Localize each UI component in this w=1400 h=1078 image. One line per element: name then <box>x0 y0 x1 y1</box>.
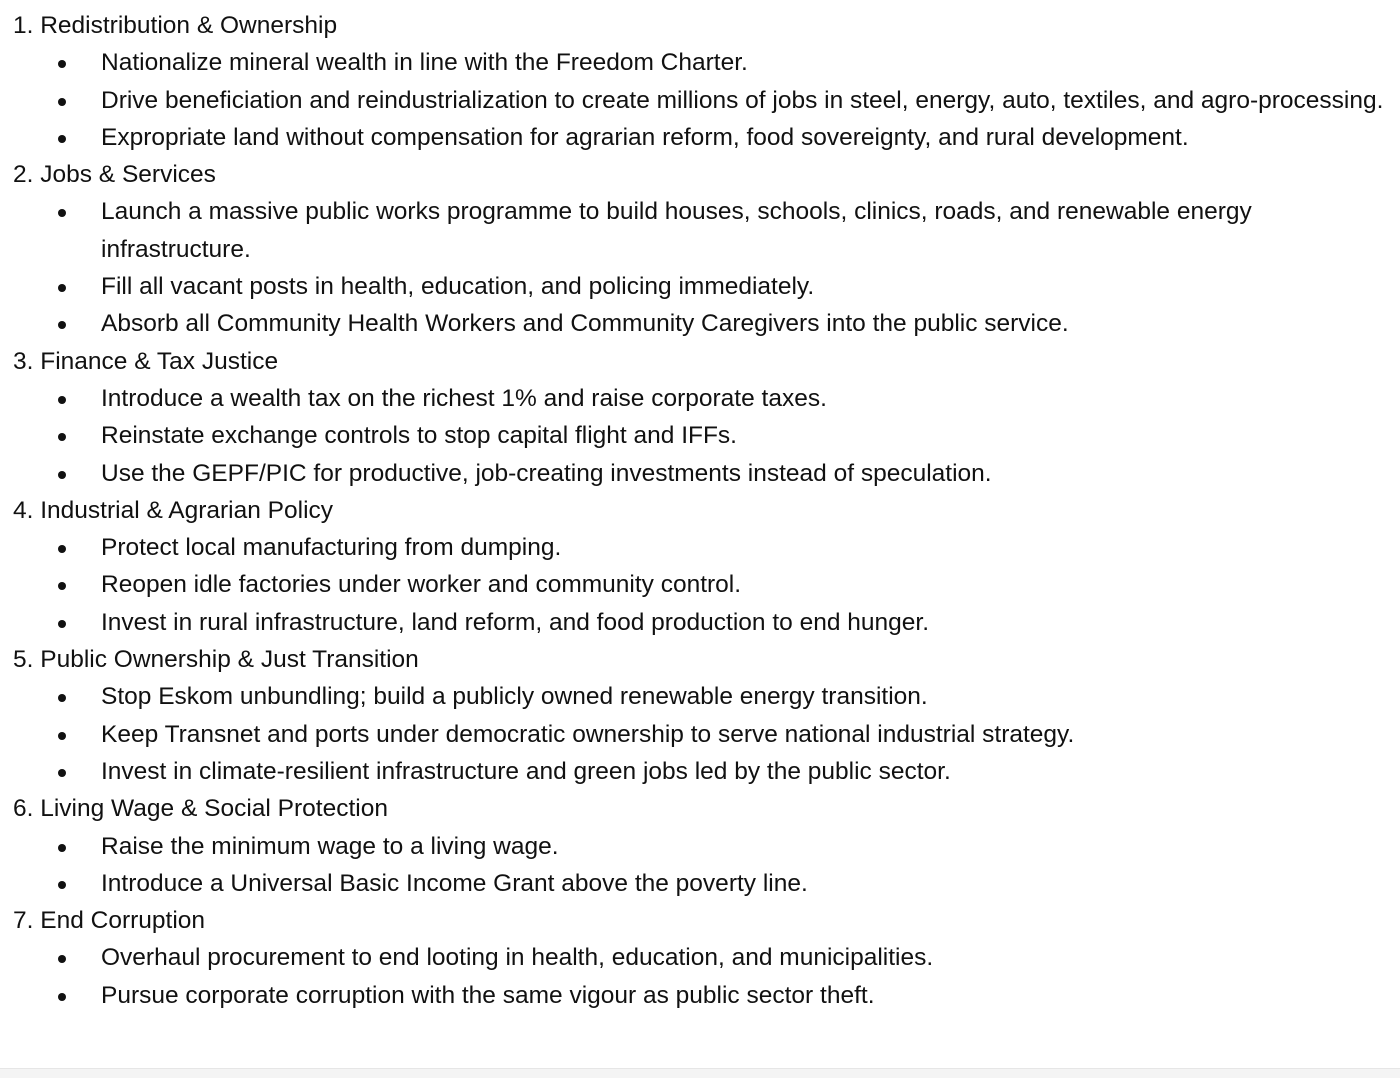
list-item <box>13 119 1393 156</box>
list-item-text: Introduce a Universal Basic Income Grant above the poverty line. <box>101 869 808 897</box>
bullet-icon <box>58 98 66 106</box>
bullet-icon <box>58 582 66 590</box>
bullet-icon <box>58 620 66 628</box>
bullet-icon <box>58 135 66 143</box>
list-item-text: Protect local manufacturing from dumping. <box>101 534 562 562</box>
bullet-icon <box>58 396 66 404</box>
list-item-text: Expropriate land without compensation for agrarian reform, food sovereignty, and rural development. <box>101 123 1189 151</box>
list-item <box>13 529 1393 566</box>
list-item-text: Raise the minimum wage to a living wage. <box>101 832 559 860</box>
list-item-text: Pursue corporate corruption with the same vigour as public sector theft. <box>101 981 875 1009</box>
bullet-icon <box>58 732 66 740</box>
bullet-icon <box>58 433 66 441</box>
section-heading: 4. Industrial & Agrarian Policy <box>13 496 334 524</box>
list-item-text: Invest in rural infrastructure, land reform, and food production to end hunger. <box>101 608 930 636</box>
list-item <box>13 604 1393 641</box>
list-item-text: Reinstate exchange controls to stop capital flight and IFFs. <box>101 422 737 450</box>
list-item-text: Absorb all Community Health Workers and Community Caregivers into the public service. <box>101 310 1069 338</box>
list-item <box>13 268 1393 305</box>
section-heading: 1. Redistribution & Ownership <box>13 12 338 39</box>
list-item <box>13 455 1393 492</box>
section-heading: 7. End Corruption <box>13 907 206 935</box>
list-item <box>13 82 1393 119</box>
list-item-text: Invest in climate-resilient infrastructure and green jobs led by the public sector. <box>101 757 951 785</box>
list-item <box>13 939 1393 976</box>
document-body <box>13 7 1393 1014</box>
list-item <box>13 44 1393 81</box>
bullet-icon <box>58 694 66 702</box>
bullet-icon <box>58 321 66 329</box>
list-item <box>13 716 1393 753</box>
section-heading: 3. Finance & Tax Justice <box>13 347 279 375</box>
bullet-icon <box>58 284 66 292</box>
list-item-text: Use the GEPF/PIC for productive, job-creating investments instead of speculation. <box>101 459 992 487</box>
list-item <box>13 417 1393 454</box>
bullet-icon <box>58 60 66 68</box>
list-item-text: Fill all vacant posts in health, education, and policing immediately. <box>101 273 815 301</box>
section-heading: 2. Jobs & Services <box>13 161 216 189</box>
list-item <box>13 753 1393 790</box>
list-item-text: Keep Transnet and ports under democratic ownership to serve national industrial strategy. <box>101 720 1075 748</box>
bullet-icon <box>58 209 66 217</box>
bullet-icon <box>58 545 66 553</box>
list-item-text: Nationalize mineral wealth in line with the Freedom Charter. <box>101 49 748 77</box>
bullet-icon <box>58 993 66 1001</box>
list-item-text: Introduce a wealth tax on the richest 1% and raise corporate taxes. <box>101 384 827 412</box>
list-item-text: Overhaul procurement to end looting in health, education, and municipalities. <box>101 944 934 972</box>
bullet-icon <box>58 471 66 479</box>
list-item <box>13 566 1393 603</box>
list-item <box>13 193 1393 268</box>
list-item-text: Drive beneficiation and reindustrialization to create millions of jobs in steel, energy, auto, textiles, and agro-processing. <box>101 86 1384 114</box>
bullet-icon <box>58 955 66 963</box>
list-item <box>13 865 1393 902</box>
section-heading: 6. Living Wage & Social Protection <box>13 795 388 823</box>
section-heading: 5. Public Ownership & Just Transition <box>13 646 419 674</box>
bullet-icon <box>58 769 66 777</box>
bullet-icon <box>58 881 66 889</box>
list-item <box>13 380 1393 417</box>
list-item-text: Launch a massive public works programme to build houses, schools, clinics, roads, and renewable energy infrastructure. <box>101 198 1252 263</box>
list-item <box>13 305 1393 342</box>
bullet-icon <box>58 844 66 852</box>
list-item-text: Stop Eskom unbundling; build a publicly owned renewable energy transition. <box>101 683 928 711</box>
list-item <box>13 828 1393 865</box>
list-item <box>13 977 1393 1014</box>
list-item <box>13 678 1393 715</box>
list-item-text: Reopen idle factories under worker and community control. <box>101 571 742 599</box>
